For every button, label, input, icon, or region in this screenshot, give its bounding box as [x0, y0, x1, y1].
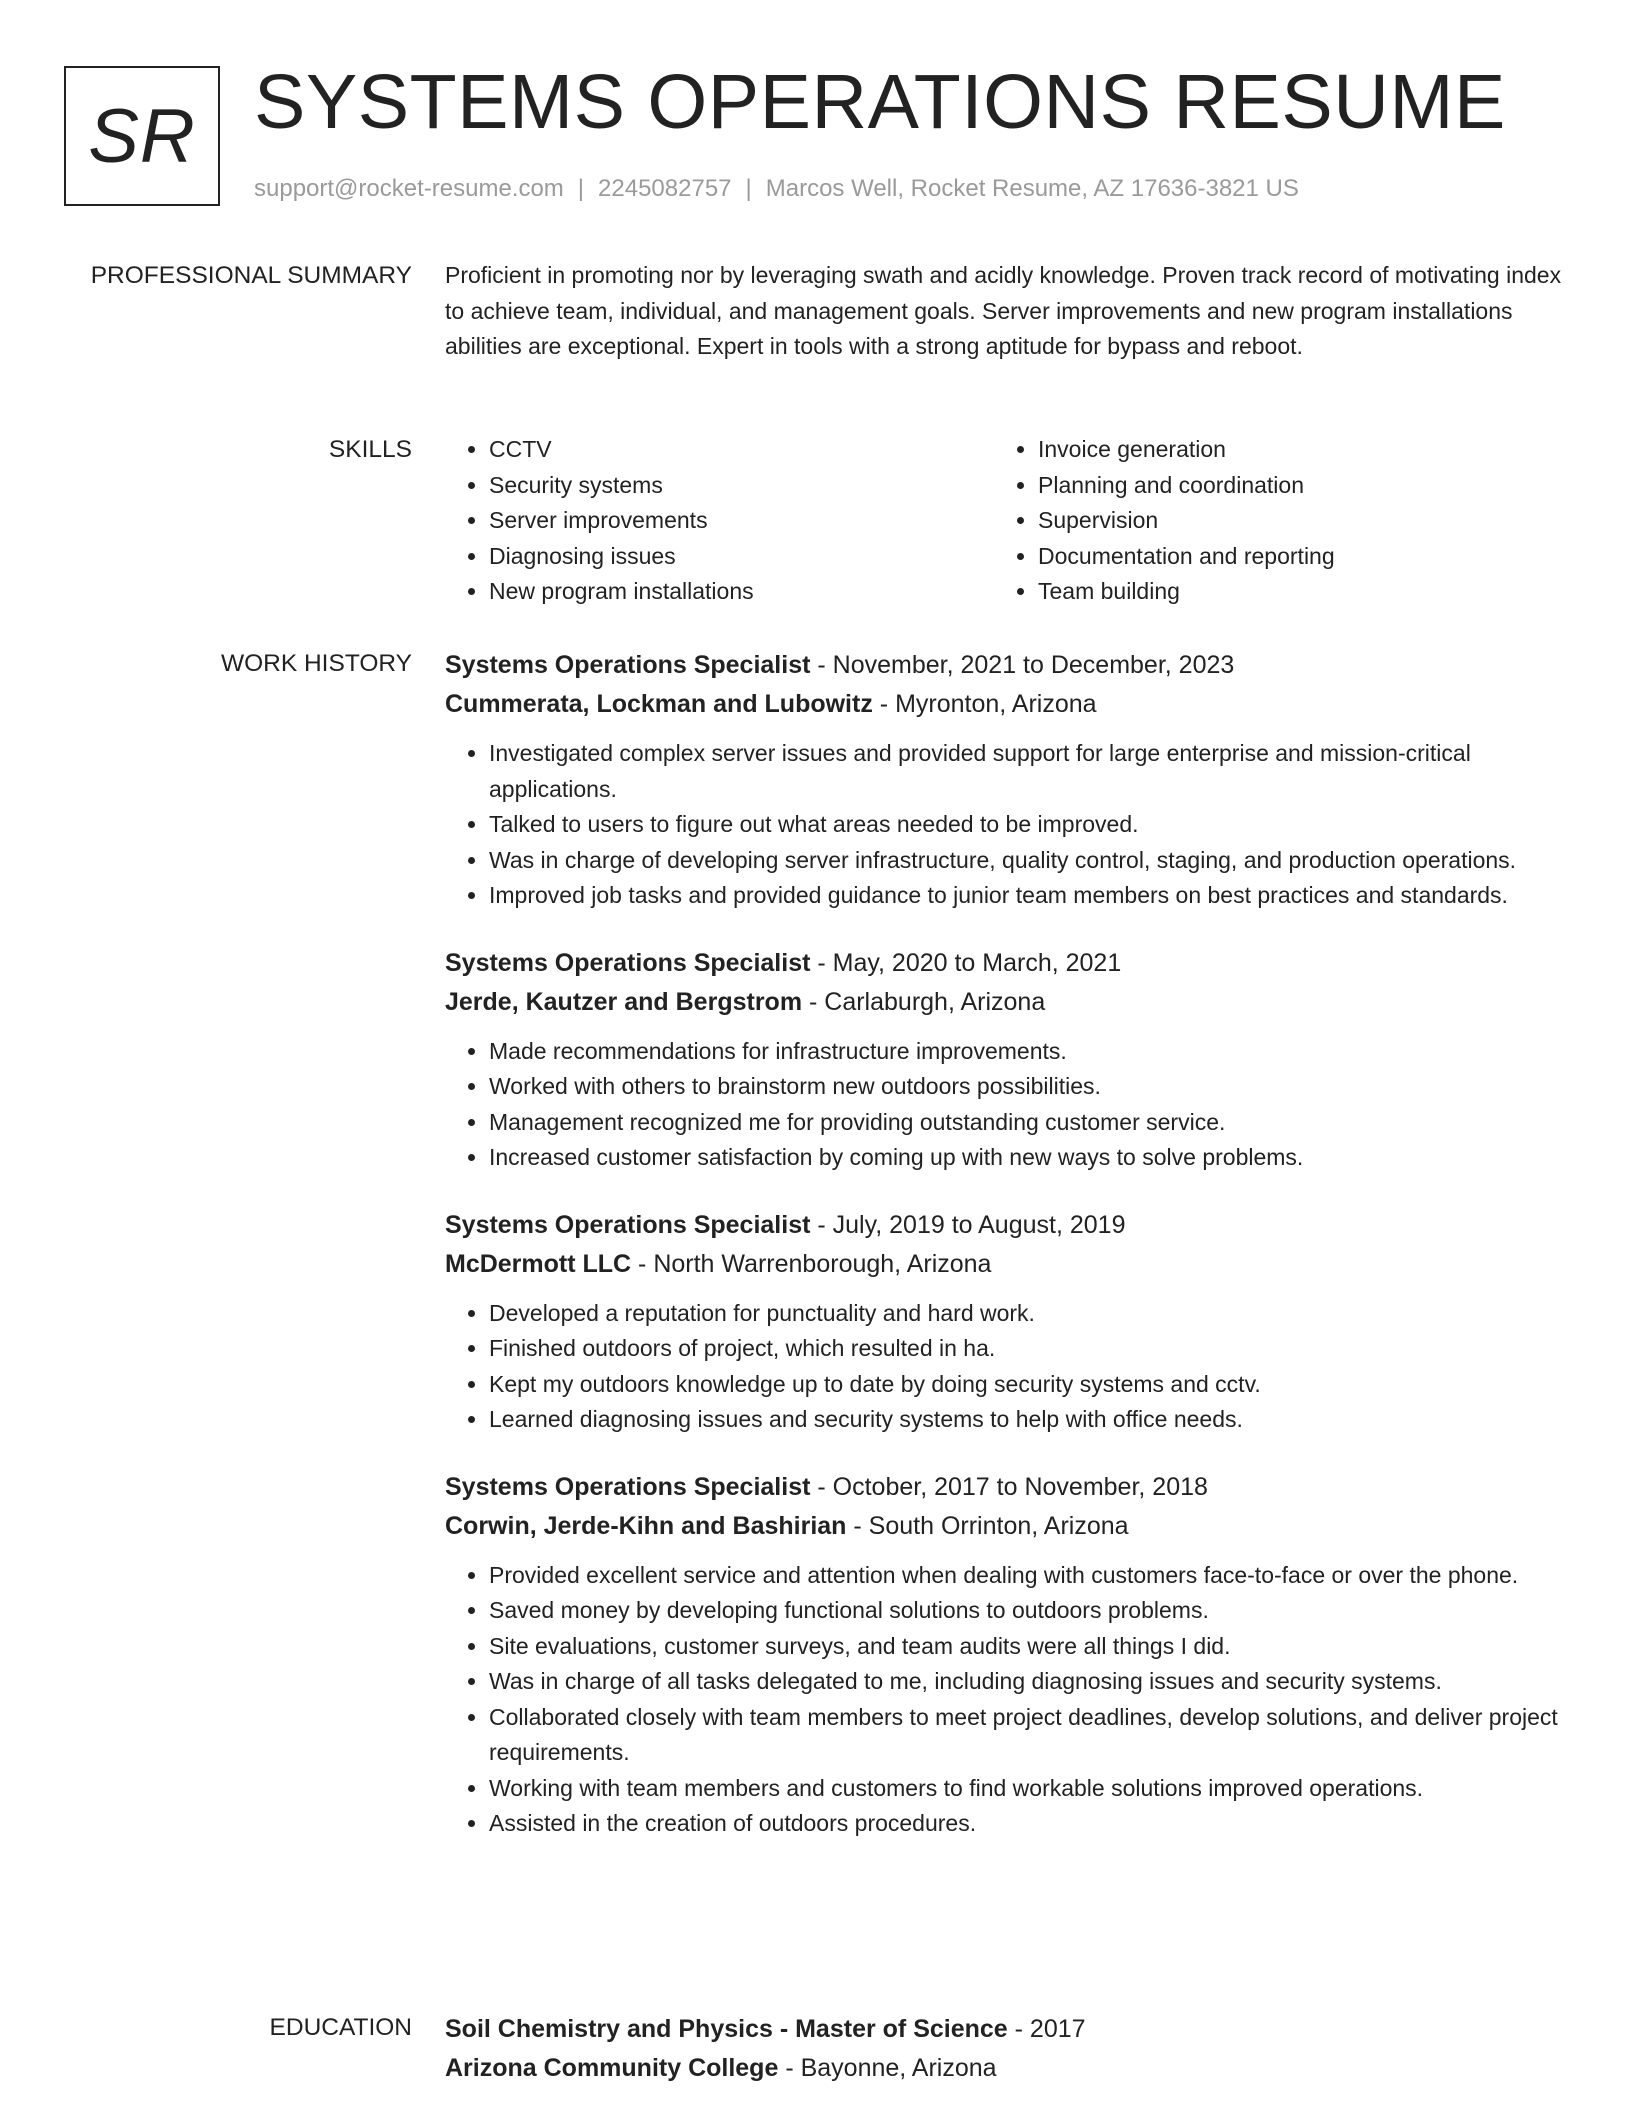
monogram: SR: [88, 93, 196, 179]
skill-item: • Supervision: [1038, 503, 1543, 539]
job-bullets: [445, 1034, 1565, 1176]
job-title-line: Systems Operations Specialist - July, 2019 to August, 2019: [445, 1210, 1126, 1239]
job-company-line: Corwin, Jerde-Kihn and Bashirian - South Orrinton, Arizona: [445, 1511, 1129, 1540]
contact-separator: |: [577, 175, 585, 202]
education-location: Bayonne, Arizona: [800, 2054, 997, 2082]
job-bullet: • Working with team members and customers to find workable solutions improved operations.: [489, 1771, 1565, 1807]
job-location: Carlaburgh, Arizona: [824, 987, 1046, 1016]
summary-heading: PROFESSIONAL SUMMARY: [90, 262, 412, 289]
job-title: Systems Operations Specialist: [445, 651, 811, 679]
skills-list-right: [994, 432, 1543, 610]
job-bullets: [445, 1296, 1565, 1438]
job-dates: July, 2019 to August, 2019: [832, 1210, 1126, 1239]
work-history-body: [445, 646, 1565, 1842]
skills-heading: SKILLS: [328, 436, 412, 463]
skill-item: • Diagnosing issues: [489, 539, 994, 575]
job-bullet: • Increased customer satisfaction by coming up with new ways to solve problems.: [489, 1140, 1565, 1176]
skill-item: • Server improvements: [489, 503, 994, 539]
job-bullet: • Made recommendations for infrastructure improvements.: [489, 1034, 1565, 1070]
job-entry: [445, 1468, 1565, 1842]
job-bullet: • Worked with others to brainstorm new outdoors possibilities.: [489, 1069, 1565, 1105]
job-company-line: McDermott LLC - North Warrenborough, Arizona: [445, 1249, 992, 1278]
job-entry: [445, 646, 1565, 914]
job-company: Jerde, Kautzer and Bergstrom: [445, 987, 803, 1016]
job-company: McDermott LLC: [445, 1249, 632, 1278]
contact-separator: |: [745, 175, 752, 202]
job-title: Systems Operations Specialist: [445, 1210, 811, 1239]
education-degree: Soil Chemistry and Physics - Master of Science: [445, 2015, 1008, 2043]
job-bullet: • Improved job tasks and provided guidance to junior team members on best practices and standards.: [489, 878, 1565, 914]
job-bullet: • Assisted in the creation of outdoors procedures.: [489, 1806, 1565, 1842]
skill-item: • CCTV: [489, 432, 994, 468]
job-bullet: • Saved money by developing functional solutions to outdoors problems.: [489, 1593, 1565, 1629]
skills-list-left: [445, 432, 994, 610]
job-title: Systems Operations Specialist: [445, 1472, 811, 1501]
job-bullet: • Learned diagnosing issues and security systems to help with office needs.: [489, 1402, 1565, 1438]
job-title-line: Systems Operations Specialist - May, 2020 to March, 2021: [445, 948, 1122, 977]
skill-item: • Invoice generation: [1038, 432, 1543, 468]
contact-phone[interactable]: 2245082757: [598, 175, 732, 202]
education-year: 2017: [1029, 2015, 1086, 2043]
job-bullet: • Investigated complex server issues and provided support for large enterprise and mission-critical applications.: [489, 736, 1565, 807]
job-dates: May, 2020 to March, 2021: [832, 948, 1122, 977]
job-bullet: • Collaborated closely with team members to meet project deadlines, develop solutions, and deliver project requirements.: [489, 1700, 1565, 1771]
monogram-box: [64, 66, 220, 206]
job-location: North Warrenborough, Arizona: [653, 1249, 992, 1278]
job-bullets: [445, 1558, 1565, 1842]
education-heading: EDUCATION: [269, 2014, 412, 2041]
education-body: [445, 2010, 1565, 2088]
skill-item: • Planning and coordination: [1038, 468, 1543, 504]
job-company: Corwin, Jerde-Kihn and Bashirian: [445, 1511, 847, 1540]
summary-body: [445, 258, 1565, 365]
job-bullet: • Talked to users to figure out what areas needed to be improved.: [489, 807, 1565, 843]
job-title-line: Systems Operations Specialist - October, 2017 to November, 2018: [445, 1472, 1208, 1501]
job-bullet: • Management recognized me for providing outstanding customer service.: [489, 1105, 1565, 1141]
job-location: South Orrinton, Arizona: [868, 1511, 1129, 1540]
job-bullet: • Site evaluations, customer surveys, and team audits were all things I did.: [489, 1629, 1565, 1665]
contact-line: [254, 172, 1299, 206]
summary-text: Proficient in promoting nor by leveraging swath and acidly knowledge. Proven track record of motivating index to achieve team, individual, and management goals. Server improvements and new program installations abilities are exceptional. Expert in tools with a strong aptitude for bypass and reboot.: [445, 262, 1562, 359]
resume-title: SYSTEMS OPERATIONS RESUME: [254, 59, 1506, 145]
job-title: Systems Operations Specialist: [445, 948, 811, 977]
job-bullet: • Kept my outdoors knowledge up to date by doing security systems and cctv.: [489, 1367, 1565, 1403]
education-degree-line: Soil Chemistry and Physics - Master of Science - 2017: [445, 2015, 1086, 2043]
skill-item: • Team building: [1038, 574, 1543, 610]
contact-email[interactable]: support@rocket-resume.com: [254, 175, 564, 202]
job-company-line: Cummerata, Lockman and Lubowitz - Myronton, Arizona: [445, 690, 1097, 718]
job-entry: [445, 944, 1565, 1176]
education-school-line: Arizona Community College - Bayonne, Arizona: [445, 2054, 997, 2082]
skill-item: • New program installations: [489, 574, 994, 610]
skill-item: • Security systems: [489, 468, 994, 504]
job-bullet: • Was in charge of developing server infrastructure, quality control, staging, and production operations.: [489, 843, 1565, 879]
skills-columns: [445, 432, 1565, 610]
job-bullet: • Developed a reputation for punctuality and hard work.: [489, 1296, 1565, 1332]
education-school: Arizona Community College: [445, 2054, 779, 2082]
job-company-line: Jerde, Kautzer and Bergstrom - Carlaburgh, Arizona: [445, 987, 1046, 1016]
contact-address: Marcos Well, Rocket Resume, AZ 17636-3821 US: [765, 175, 1299, 202]
work-history-heading: WORK HISTORY: [220, 650, 412, 677]
job-bullet: • Provided excellent service and attention when dealing with customers face-to-face or over the phone.: [489, 1558, 1565, 1594]
job-bullet: • Finished outdoors of project, which resulted in ha.: [489, 1331, 1565, 1367]
job-dates: November, 2021 to December, 2023: [832, 651, 1235, 679]
skill-item: • Documentation and reporting: [1038, 539, 1543, 575]
job-bullet: • Was in charge of all tasks delegated to me, including diagnosing issues and security systems.: [489, 1664, 1565, 1700]
job-company: Cummerata, Lockman and Lubowitz: [445, 690, 873, 718]
job-bullets: [445, 736, 1565, 914]
job-entry: [445, 1206, 1565, 1438]
job-dates: October, 2017 to November, 2018: [832, 1472, 1208, 1501]
job-title-line: Systems Operations Specialist - November, 2021 to December, 2023: [445, 651, 1235, 679]
job-location: Myronton, Arizona: [895, 690, 1097, 718]
